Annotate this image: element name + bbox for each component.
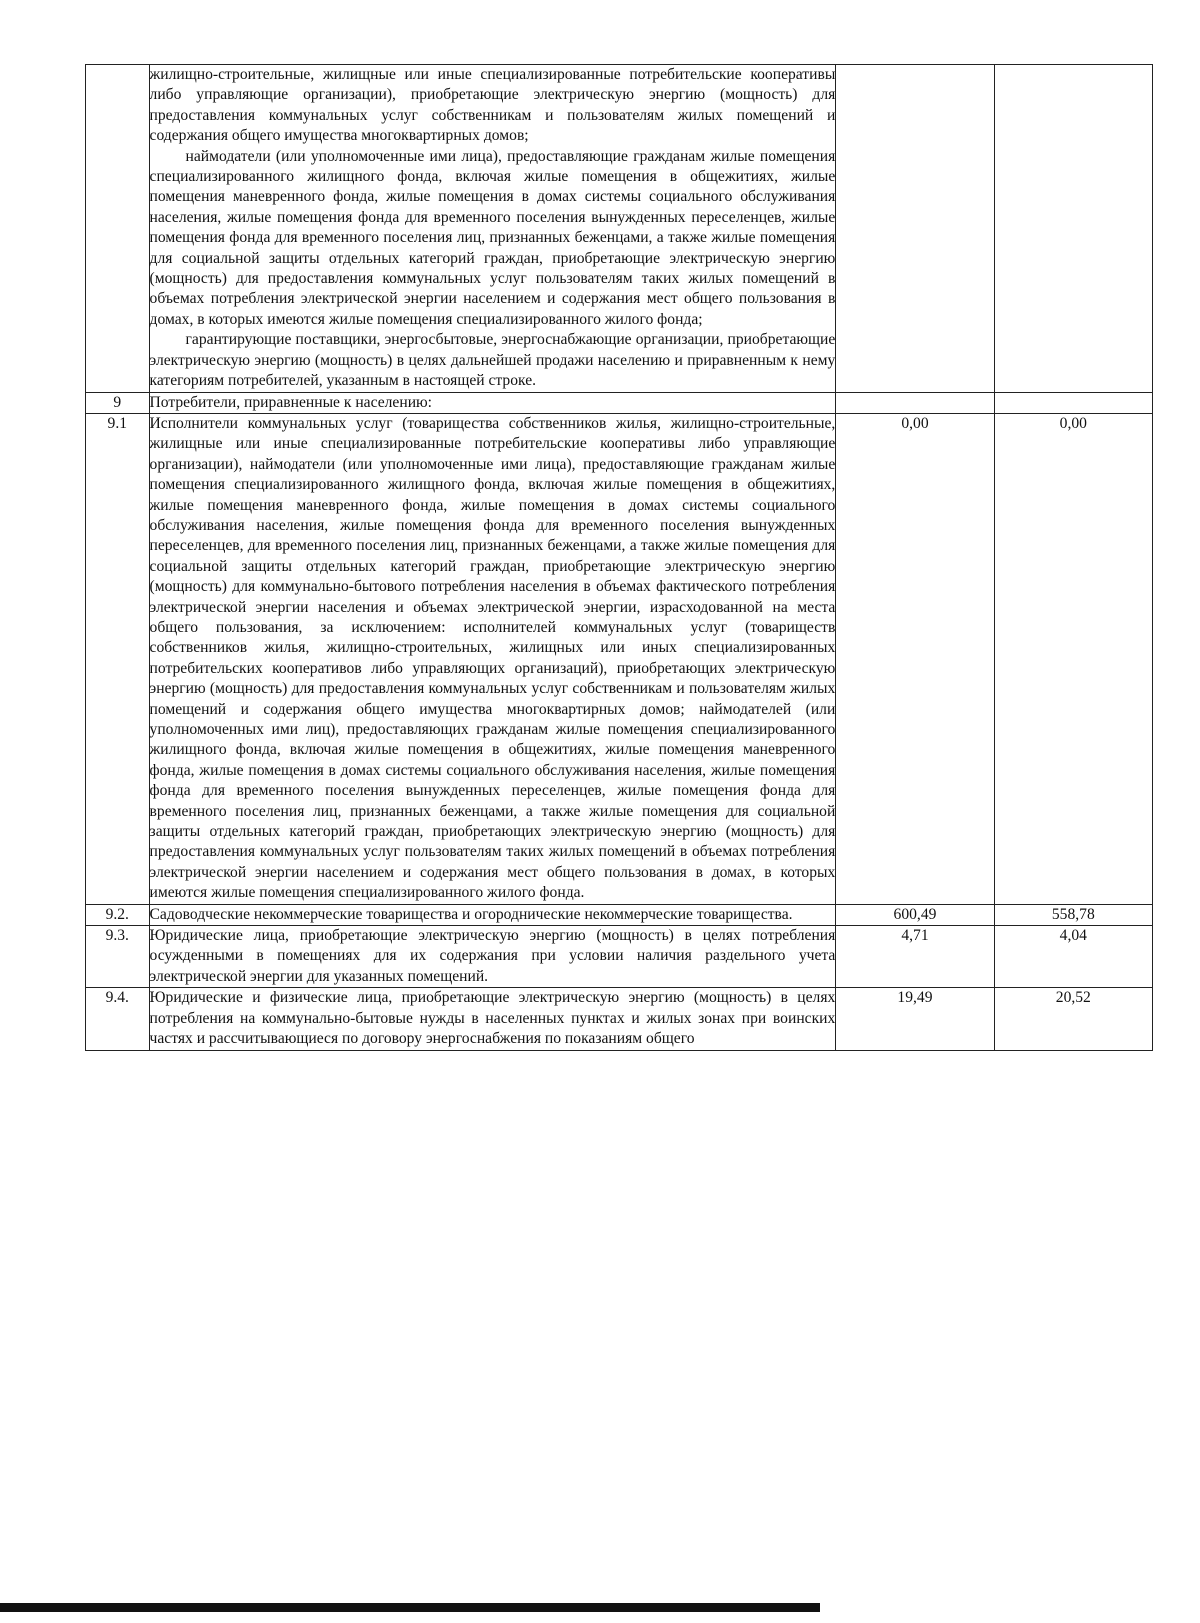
value-col-1: 19,49 <box>836 988 994 1050</box>
row-number: 9.3. <box>86 926 150 988</box>
value-col-2: 558,78 <box>994 904 1152 925</box>
value-col-1 <box>836 65 994 393</box>
value-col-2: 20,52 <box>994 988 1152 1050</box>
value-col-1: 600,49 <box>836 904 994 925</box>
row-description: Юридические лица, приобретающие электрическую энергию (мощность) в целях потребления осужденными в помещениях для их содержания при условии наличия раздельного учета электрической энергии для указанных помещений. <box>149 926 836 988</box>
row-description: Исполнители коммунальных услуг (товарищества собственников жилья, жилищно-строительные, жилищные или иные специализированные потребительские кооперативы либо управляющие организации), наймодатели (или уполномоченные ими лица), предоставляющие гражданам жилые помещения специализированного жилищного фонда, включая жилые помещения в общежитиях, жилые помещения маневренного фонда, жилые помещения в домах системы социального обслуживания населения, жилые помещения фонда для временного поселения вынужденных переселенцев, для временного поселения лиц, признанных беженцами, а также жилые помещения для социальной защиты отдельных категорий граждан, приобретающие электрическую энергию (мощность) для коммунально-бытового потребления населения в объемах фактического потребления электрической энергии населения и объемах электрической энергии, израсходованной на места общего пользования, за исключением: исполнителей коммунальных услуг (товариществ собственников жилья, жилищно-строительных, жилищных или иных специализированных потребительских кооперативов либо управляющих организаций), приобретающих электрическую энергию (мощность) для предоставления коммунальных услуг собственникам и пользователям жилых помещений и содержания общего имущества многоквартирных домов; наймодателей (или уполномоченных ими лиц), предоставляющих гражданам жилые помещения специализированного жилищного фонда, включая жилые помещения в общежитиях, жилые помещения маневренного фонда, жилые помещения в домах системы социального обслуживания населения, жилые помещения фонда для временного поселения вынужденных переселенцев, жилые помещения фонда для временного поселения лиц, признанных беженцами, а также жилые помещения для социальной защиты отдельных категорий граждан, приобретающих электрическую энергию (мощность) для предоставления коммунальных услуг пользователям таких жилых помещений в объемах потребления электрической энергии населением и содержания мест общего пользования в домах, в которых имеются жилые помещения специализированного жилого фонда. <box>149 413 836 904</box>
value-col-1 <box>836 392 994 413</box>
paragraph: наймодатели (или уполномоченные ими лица), предоставляющие гражданам жилые помещения специализированного жилищного фонда, включая жилые помещения в общежитиях, жилые помещения маневренного фонда, жилые помещения в домах системы социального обслуживания населения, жилые помещения фонда для временного поселения вынужденных переселенцев, жилые помещения фонда для временного поселения лиц, признанных беженцами, а также жилые помещения для социальной защиты отдельных категорий граждан, приобретающие электрическую энергию (мощность) для предоставления коммунальных услуг пользователям таких жилых помещений в объемах потребления электрической энергии населением и содержания мест общего пользования в домах, в которых имеются жилые помещения специализированного жилого фонда; <box>149 147 836 328</box>
row-description <box>149 65 836 393</box>
table-row <box>86 904 1153 925</box>
row-description: Садоводческие некоммерческие товарищества и огороднические некоммерческие товарищества. <box>149 904 836 925</box>
value-col-2 <box>994 65 1152 393</box>
value-col-1: 0,00 <box>836 413 994 904</box>
paragraph: гарантирующие поставщики, энергосбытовые, энергоснабжающие организации, приобретающие электрическую энергию (мощность) в целях дальнейшей продажи населению и приравненным к нему категориям потребителей, указанным в настоящей строке. <box>149 331 836 390</box>
row-number: 9.4. <box>86 988 150 1050</box>
scan-edge-bar <box>0 1603 820 1612</box>
value-col-1: 4,71 <box>836 926 994 988</box>
paragraph: жилищно-строительные, жилищные или иные специализированные потребительские кооперативы либо управляющие организации), приобретающие электрическую энергию (мощность) для предоставления коммунальных услуг собственникам и пользователям жилых помещений и содержания общего имущества многоквартирных домов; <box>149 66 836 145</box>
row-number: 9 <box>86 392 150 413</box>
value-col-2: 0,00 <box>994 413 1152 904</box>
row-number: 9.2. <box>86 904 150 925</box>
row-number: 9.1 <box>86 413 150 904</box>
row-description: Потребители, приравненные к населению: <box>149 392 836 413</box>
table-row <box>86 926 1153 988</box>
table-row <box>86 65 1153 393</box>
tariff-table <box>85 64 1153 1051</box>
row-number <box>86 65 150 393</box>
value-col-2 <box>994 392 1152 413</box>
table-row <box>86 392 1153 413</box>
table-row <box>86 413 1153 904</box>
value-col-2: 4,04 <box>994 926 1152 988</box>
row-description: Юридические и физические лица, приобретающие электрическую энергию (мощность) в целях потребления на коммунально-бытовые нужды в населенных пунктах и жилых зонах при воинских частях и рассчитывающиеся по договору энергоснабжения по показаниям общего <box>149 988 836 1050</box>
table-row <box>86 988 1153 1050</box>
